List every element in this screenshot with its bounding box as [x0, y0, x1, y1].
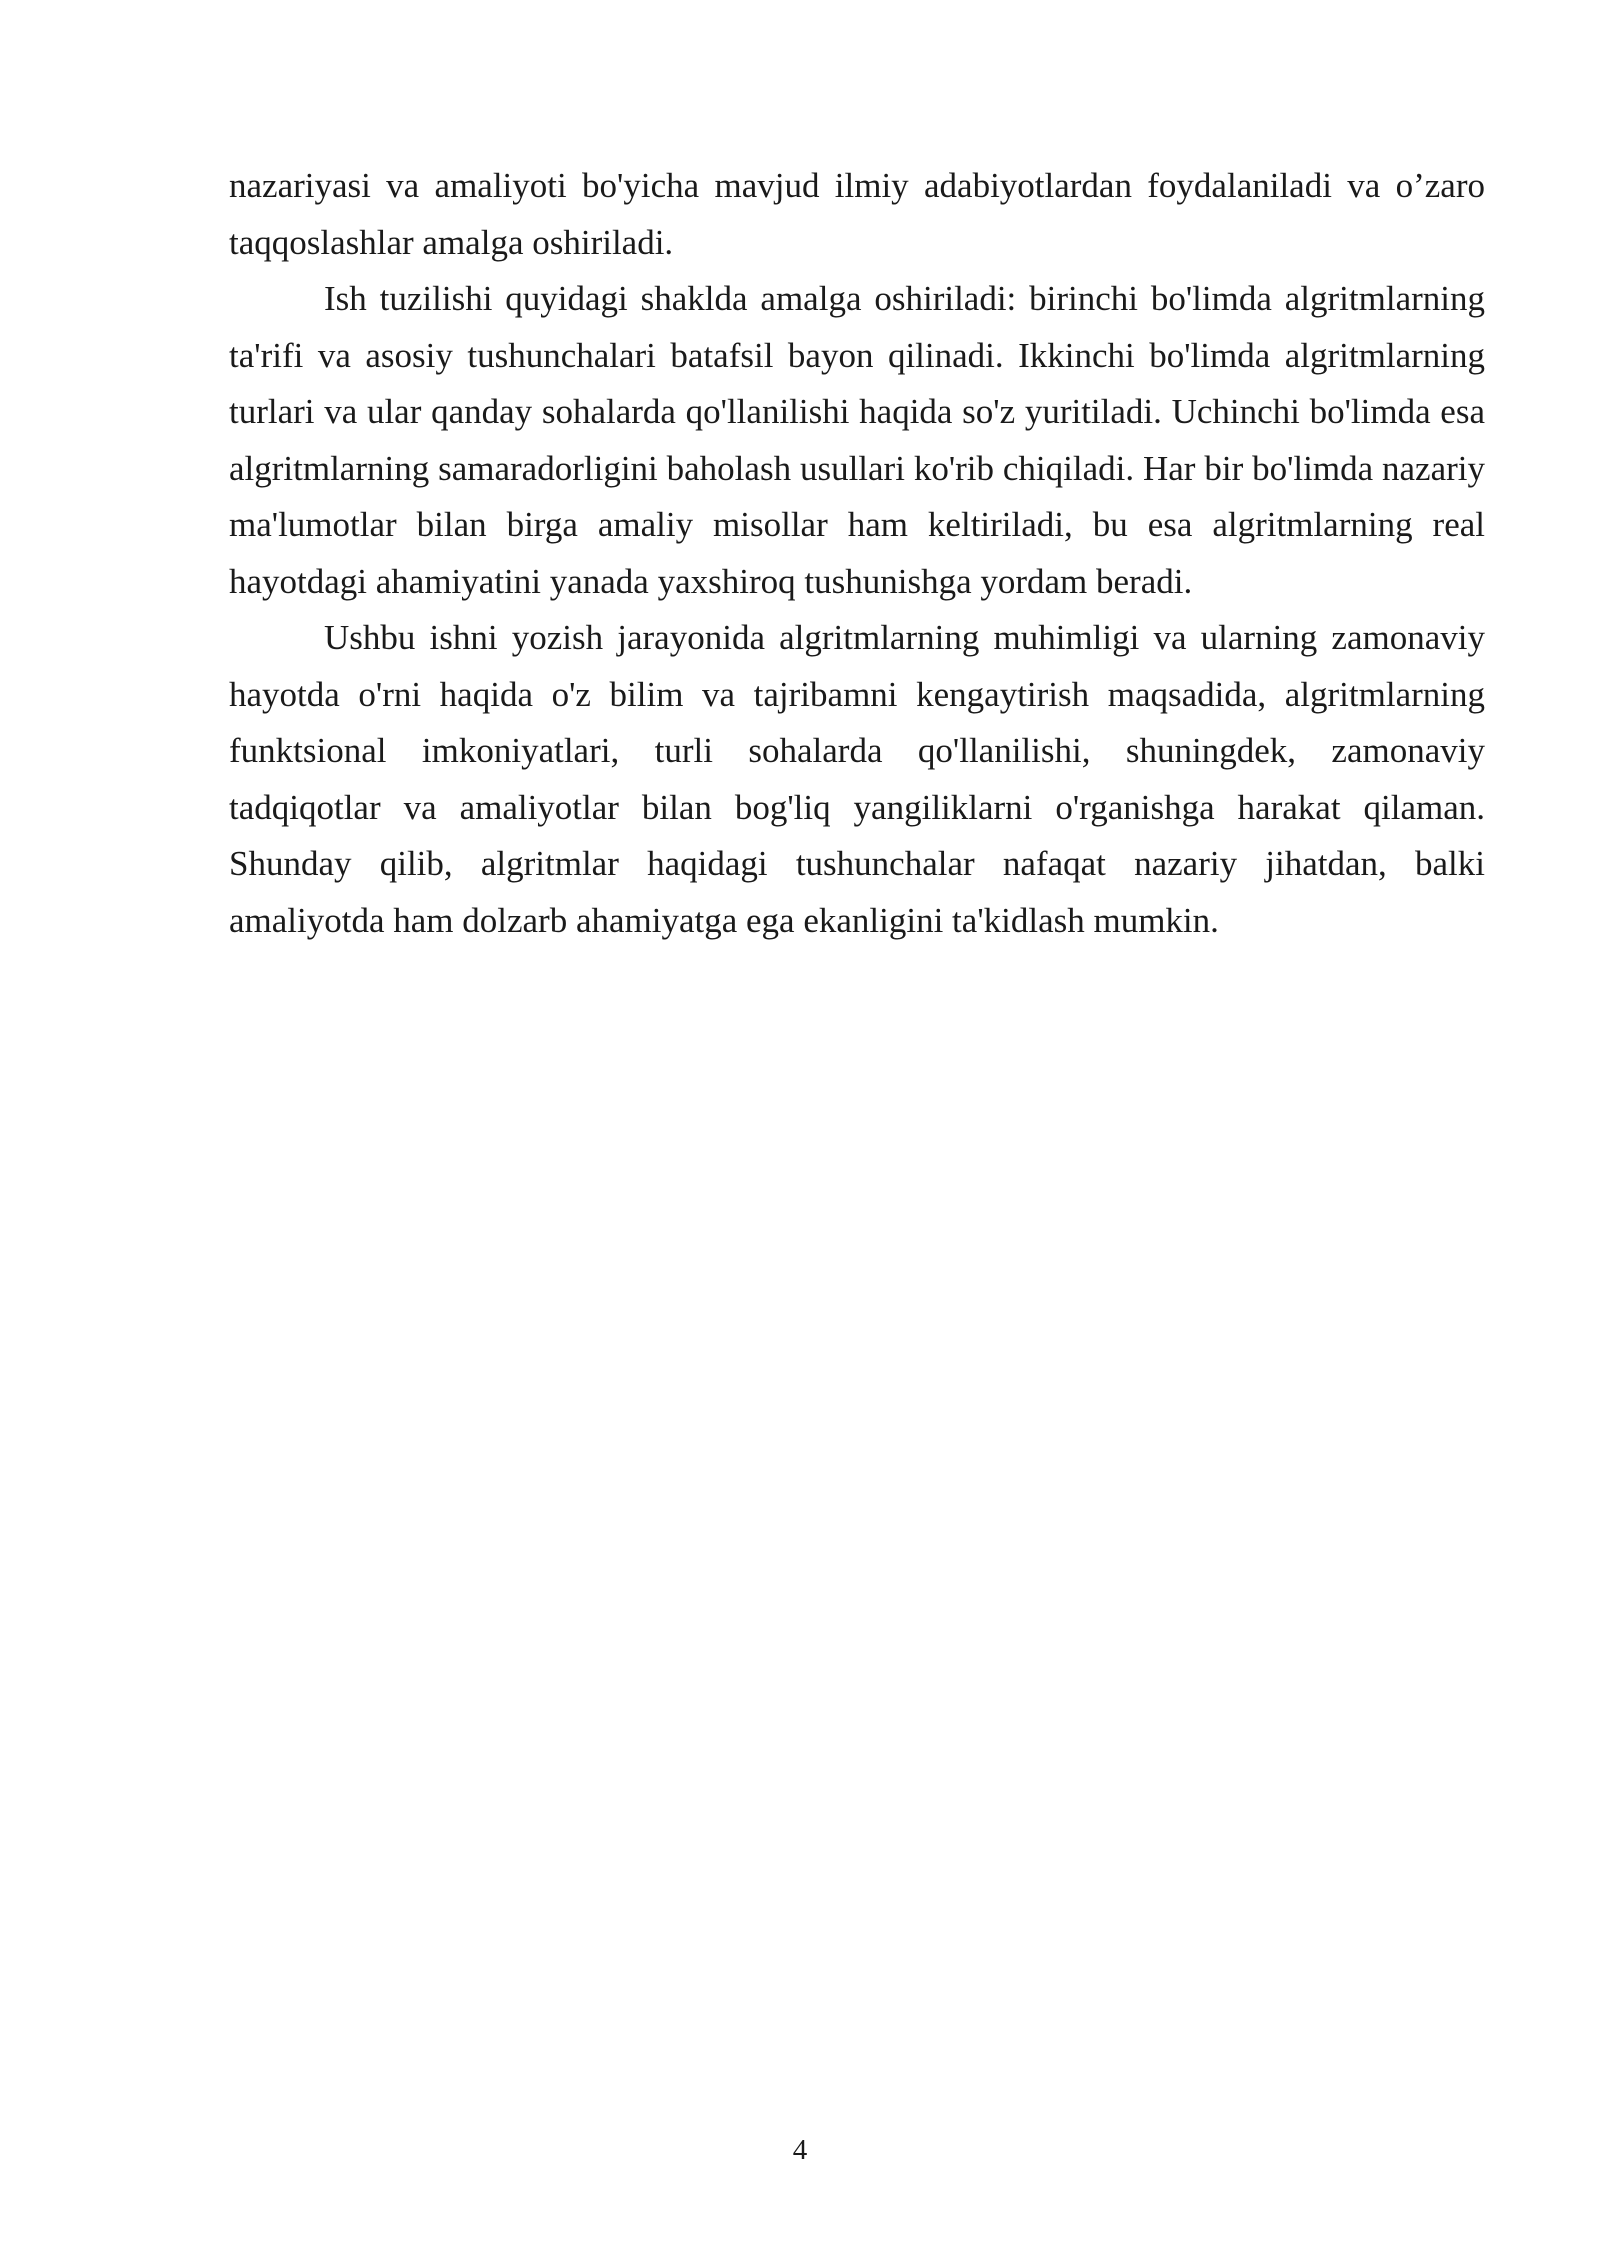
page-number: 4	[792, 2134, 808, 2166]
paragraph-structure: Ish tuzilishi quyidagi shaklda amalga oshiriladi: birinchi bo'limda algritmlarning ta'rifi va asosiy tushunchalari batafsil bayon qilinadi. Ikkinchi bo'limda algritmlarning turlari va ular qanday sohalarda qo'llanilishi haqida so'z yuritiladi. Uchinchi bo'limda esa algritmlarning samaradorligini baholash usullari ko'rib chiqiladi. Har bir bo'limda nazariy ma'lumotlar bilan birga amaliy misollar ham keltiriladi, bu esa algritmlarning real hayotdagi ahamiyatini yanada yaxshiroq tushunishga yordam beradi.	[229, 279, 1485, 601]
body-text	[229, 158, 1485, 949]
paragraph-continuation: nazariyasi va amaliyoti bo'yicha mavjud ilmiy adabiyotlardan foydalaniladi va o’zaro taqqoslashlar amalga oshiriladi.	[229, 166, 1485, 262]
paragraph-purpose: Ushbu ishni yozish jarayonida algritmlarning muhimligi va ularning zamonaviy hayotda o'rni haqida o'z bilim va tajribamni kengaytirish maqsadida, algritmlarning funktsional imkoniyatlari, turli sohalarda qo'llanilishi, shuningdek, zamonaviy tadqiqotlar va amaliyotlar bilan bog'liq yangiliklarni o'rganishga harakat qilaman. Shunday qilib, algritmlar haqidagi tushunchalar nafaqat nazariy jihatdan, balki amaliyotda ham dolzarb ahamiyatga ega ekanligini ta'kidlash mumkin.	[229, 618, 1485, 940]
